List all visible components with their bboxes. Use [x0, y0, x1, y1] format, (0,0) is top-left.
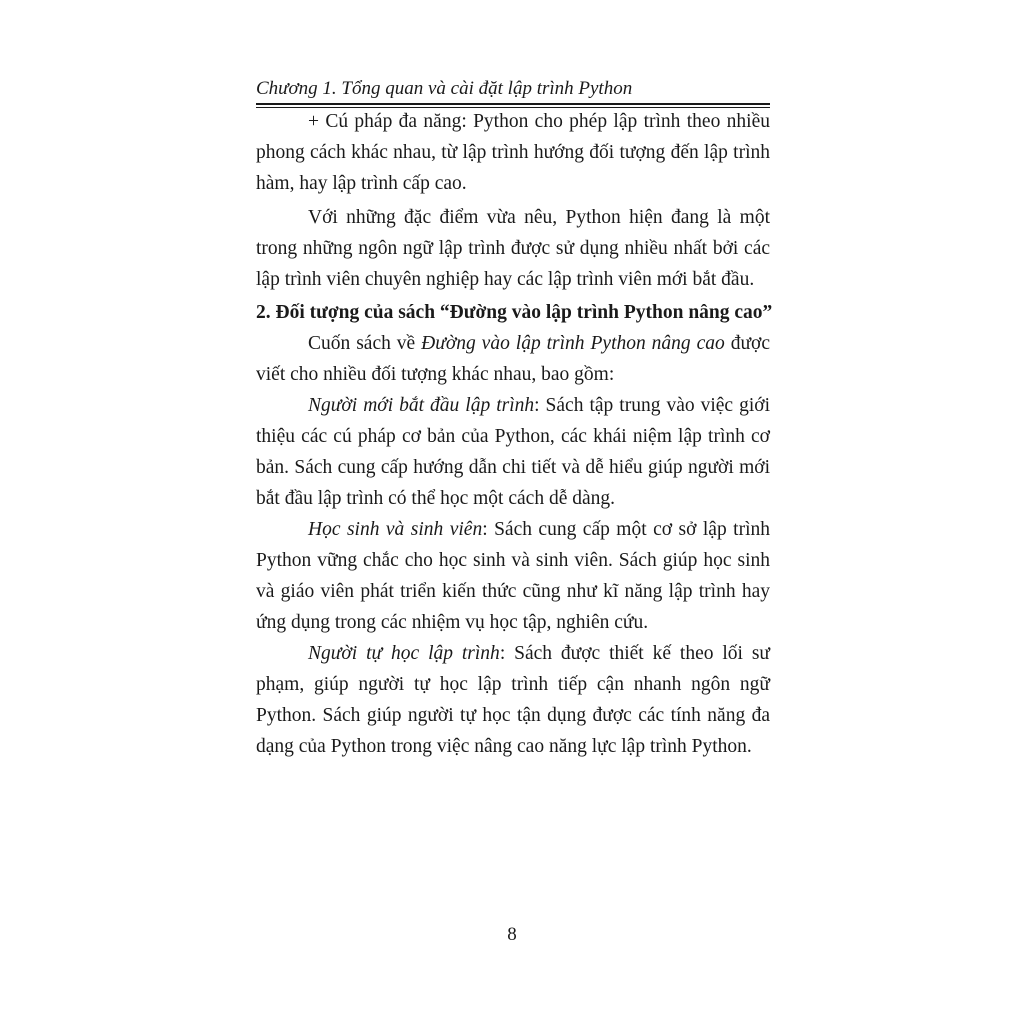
paragraph-intro	[256, 328, 770, 390]
beginners-term: Người mới bắt đầu lập trình	[308, 395, 535, 416]
paragraph-students	[256, 514, 770, 638]
intro-rest: được viết cho nhiều đối tượng khác nhau, bao gồm:	[256, 333, 770, 385]
running-head: Chương 1. Tổng quan và cài đặt lập trình Python	[256, 78, 633, 99]
paragraph-summary: Với những đặc điểm vừa nêu, Python hiện đang là một trong những ngôn ngữ lập trình được sử dụng nhiều nhất bởi các lập trình viên chuyên nghiệp hay các lập trình viên mới bắt đầu.	[256, 207, 770, 290]
paragraph-syntax: + Cú pháp đa năng: Python cho phép lập trình theo nhiều phong cách khác nhau, từ lập trình hướng đối tượng đến lập trình hàm, hay lập trình cấp cao.	[256, 111, 770, 194]
intro-lead: Cuốn sách về	[308, 333, 422, 354]
paragraph-beginners	[256, 390, 770, 514]
paragraph-self-learners	[256, 638, 770, 762]
header-rule-thick	[256, 103, 770, 105]
self-learners-term: Người tự học lập trình	[308, 643, 500, 664]
beginners-text: : Sách tập trung vào việc giới thiệu các cú pháp cơ bản của Python, các khái niệm lập trình cơ bản. Sách cung cấp hướng dẫn chi tiết và dễ hiểu giúp người mới bắt đầu lập trình có thể học một cách dễ dàng.	[256, 395, 770, 509]
students-text: : Sách cung cấp một cơ sở lập trình Python vững chắc cho học sinh và sinh viên. Sách giúp học sinh và giáo viên phát triển kiến thức cũng như kĩ năng lập trình hay ứng dụng trong các nhiệm vụ học tập, nghiên cứu.	[256, 519, 770, 633]
students-term: Học sinh và sinh viên	[308, 519, 483, 540]
self-learners-text: : Sách được thiết kế theo lối sư phạm, giúp người tự học lập trình tiếp cận nhanh ngôn ngữ Python. Sách giúp người tự học tận dụng được các tính năng đa dạng của Python trong việc nâng cao năng lực lập trình Python.	[256, 643, 770, 757]
book-title-italic: Đường vào lập trình Python nâng cao	[421, 333, 725, 354]
section-heading: 2. Đối tượng của sách “Đường vào lập trình Python nâng cao”	[256, 302, 773, 323]
page-body	[256, 106, 773, 762]
page-number: 8	[507, 924, 517, 945]
